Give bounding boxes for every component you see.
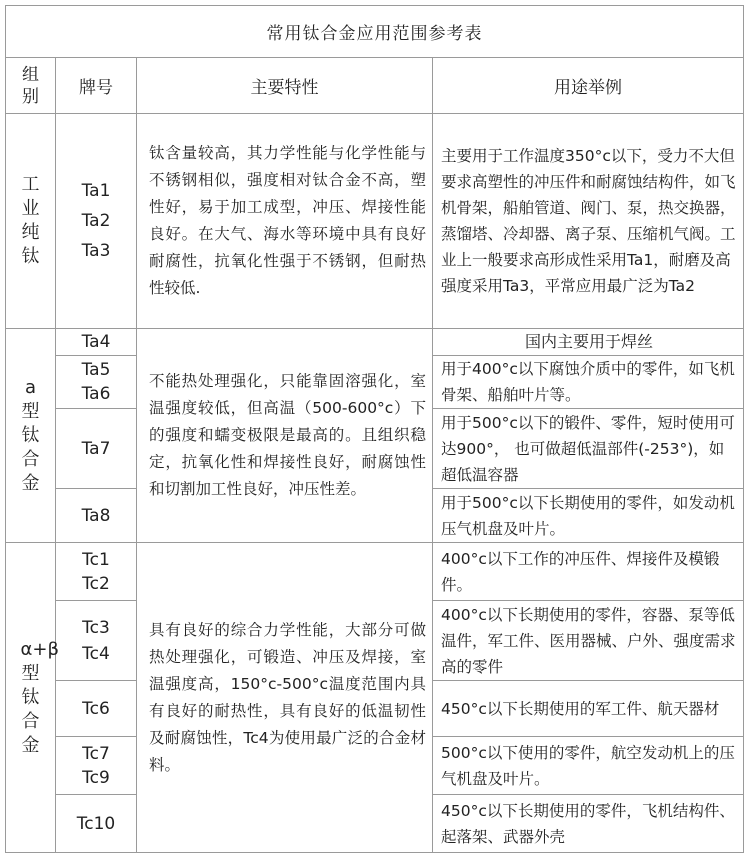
use-ta1-ta3: 主要用于工作温度350°c以下，受力不大但要求高塑性的冲压件和耐腐蚀结构件，如飞机骨架，船舶管道、阀门、泵，热交换器，蒸馏塔、冷却器、离子泵、压缩机气阀。工业上一般要求高形成性采用Ta1，耐磨及高强度采用Ta3，平常应用最广泛为Ta2 (433, 114, 744, 329)
use-ta8: 用于500°c以下长期使用的零件，如发动机压气机盘及叶片。 (433, 489, 744, 543)
use-ta7: 用于500°c以下的锻件、零件，短时使用可达900°， 也可做超低温部件(-253°)，如超低温容器 (433, 409, 744, 489)
grade-tc6: Tc6 (56, 681, 137, 737)
use-ta4: 国内主要用于焊丝 (433, 329, 744, 356)
grade-ta1-ta3: Ta1 Ta2 Ta3 (56, 114, 137, 329)
use-tc3-tc4: 400°c以下长期使用的零件，容器、泵等低温件，军工件、医用器械、户外、强度需求高的零件 (433, 601, 744, 681)
header-grade: 牌号 (56, 58, 137, 114)
use-tc1-tc2: 400°c以下工作的冲压件、焊接件及模锻件。 (433, 543, 744, 601)
grade-ta5-ta6: Ta5 Ta6 (56, 356, 137, 409)
table-title: 常用钛合金应用范围参考表 (6, 6, 744, 58)
header-features: 主要特性 (137, 58, 433, 114)
titanium-alloy-table (5, 5, 744, 853)
header-uses: 用途举例 (433, 58, 744, 114)
use-tc6: 450°c以下长期使用的军工件、航天器材 (433, 681, 744, 737)
use-tc10: 450°c以下长期使用的零件，飞机结构件、起落架、武器外壳 (433, 795, 744, 853)
features-alpha-alloy: 不能热处理强化，只能靠固溶强化，室温强度较低，但高温（500-600°c）下的强度和蠕变极限是最高的。且组织稳定，抗氧化性和焊接性良好，耐腐蚀性和切割加工性良好，冲压性差。 (137, 329, 433, 543)
grade-tc10: Tc10 (56, 795, 137, 853)
grade-tc7-tc9: Tc7 Tc9 (56, 737, 137, 795)
use-tc7-tc9: 500°c以下使用的零件，航空发动机上的压气机盘及叶片。 (433, 737, 744, 795)
grade-tc3-tc4: Tc3 Tc4 (56, 601, 137, 681)
group-name-alpha-beta-alloy: α+β型钛合金 (6, 543, 56, 853)
grade-ta4: Ta4 (56, 329, 137, 356)
group-name-alpha-alloy: a型钛合金 (6, 329, 56, 543)
header-group (6, 58, 56, 114)
features-pure-titanium: 钛含量较高，其力学性能与化学性能与不锈钢相似，强度相对钛合金不高，塑性好，易于加工成型，冲压、焊接性能良好。在大气、海水等环境中具有良好耐腐性，抗氧化性强于不锈钢，但耐热性较低. (137, 114, 433, 329)
header-group-label: 组别 (22, 64, 39, 107)
grade-tc1-tc2: Tc1 Tc2 (56, 543, 137, 601)
features-alpha-beta-alloy: 具有良好的综合力学性能，大部分可做热处理强化，可锻造、冲压及焊接，室温强度高，150°c-500°c温度范围内具有良好的耐热性，具有良好的低温韧性及耐腐蚀性，Tc4为使用最广泛的合金材料。 (137, 543, 433, 853)
grade-ta8: Ta8 (56, 489, 137, 543)
use-ta5-ta6: 用于400°c以下腐蚀介质中的零件，如飞机骨架、船舶叶片等。 (433, 356, 744, 409)
group-name-pure-titanium: 工业纯钛 (6, 114, 56, 329)
grade-ta7: Ta7 (56, 409, 137, 489)
